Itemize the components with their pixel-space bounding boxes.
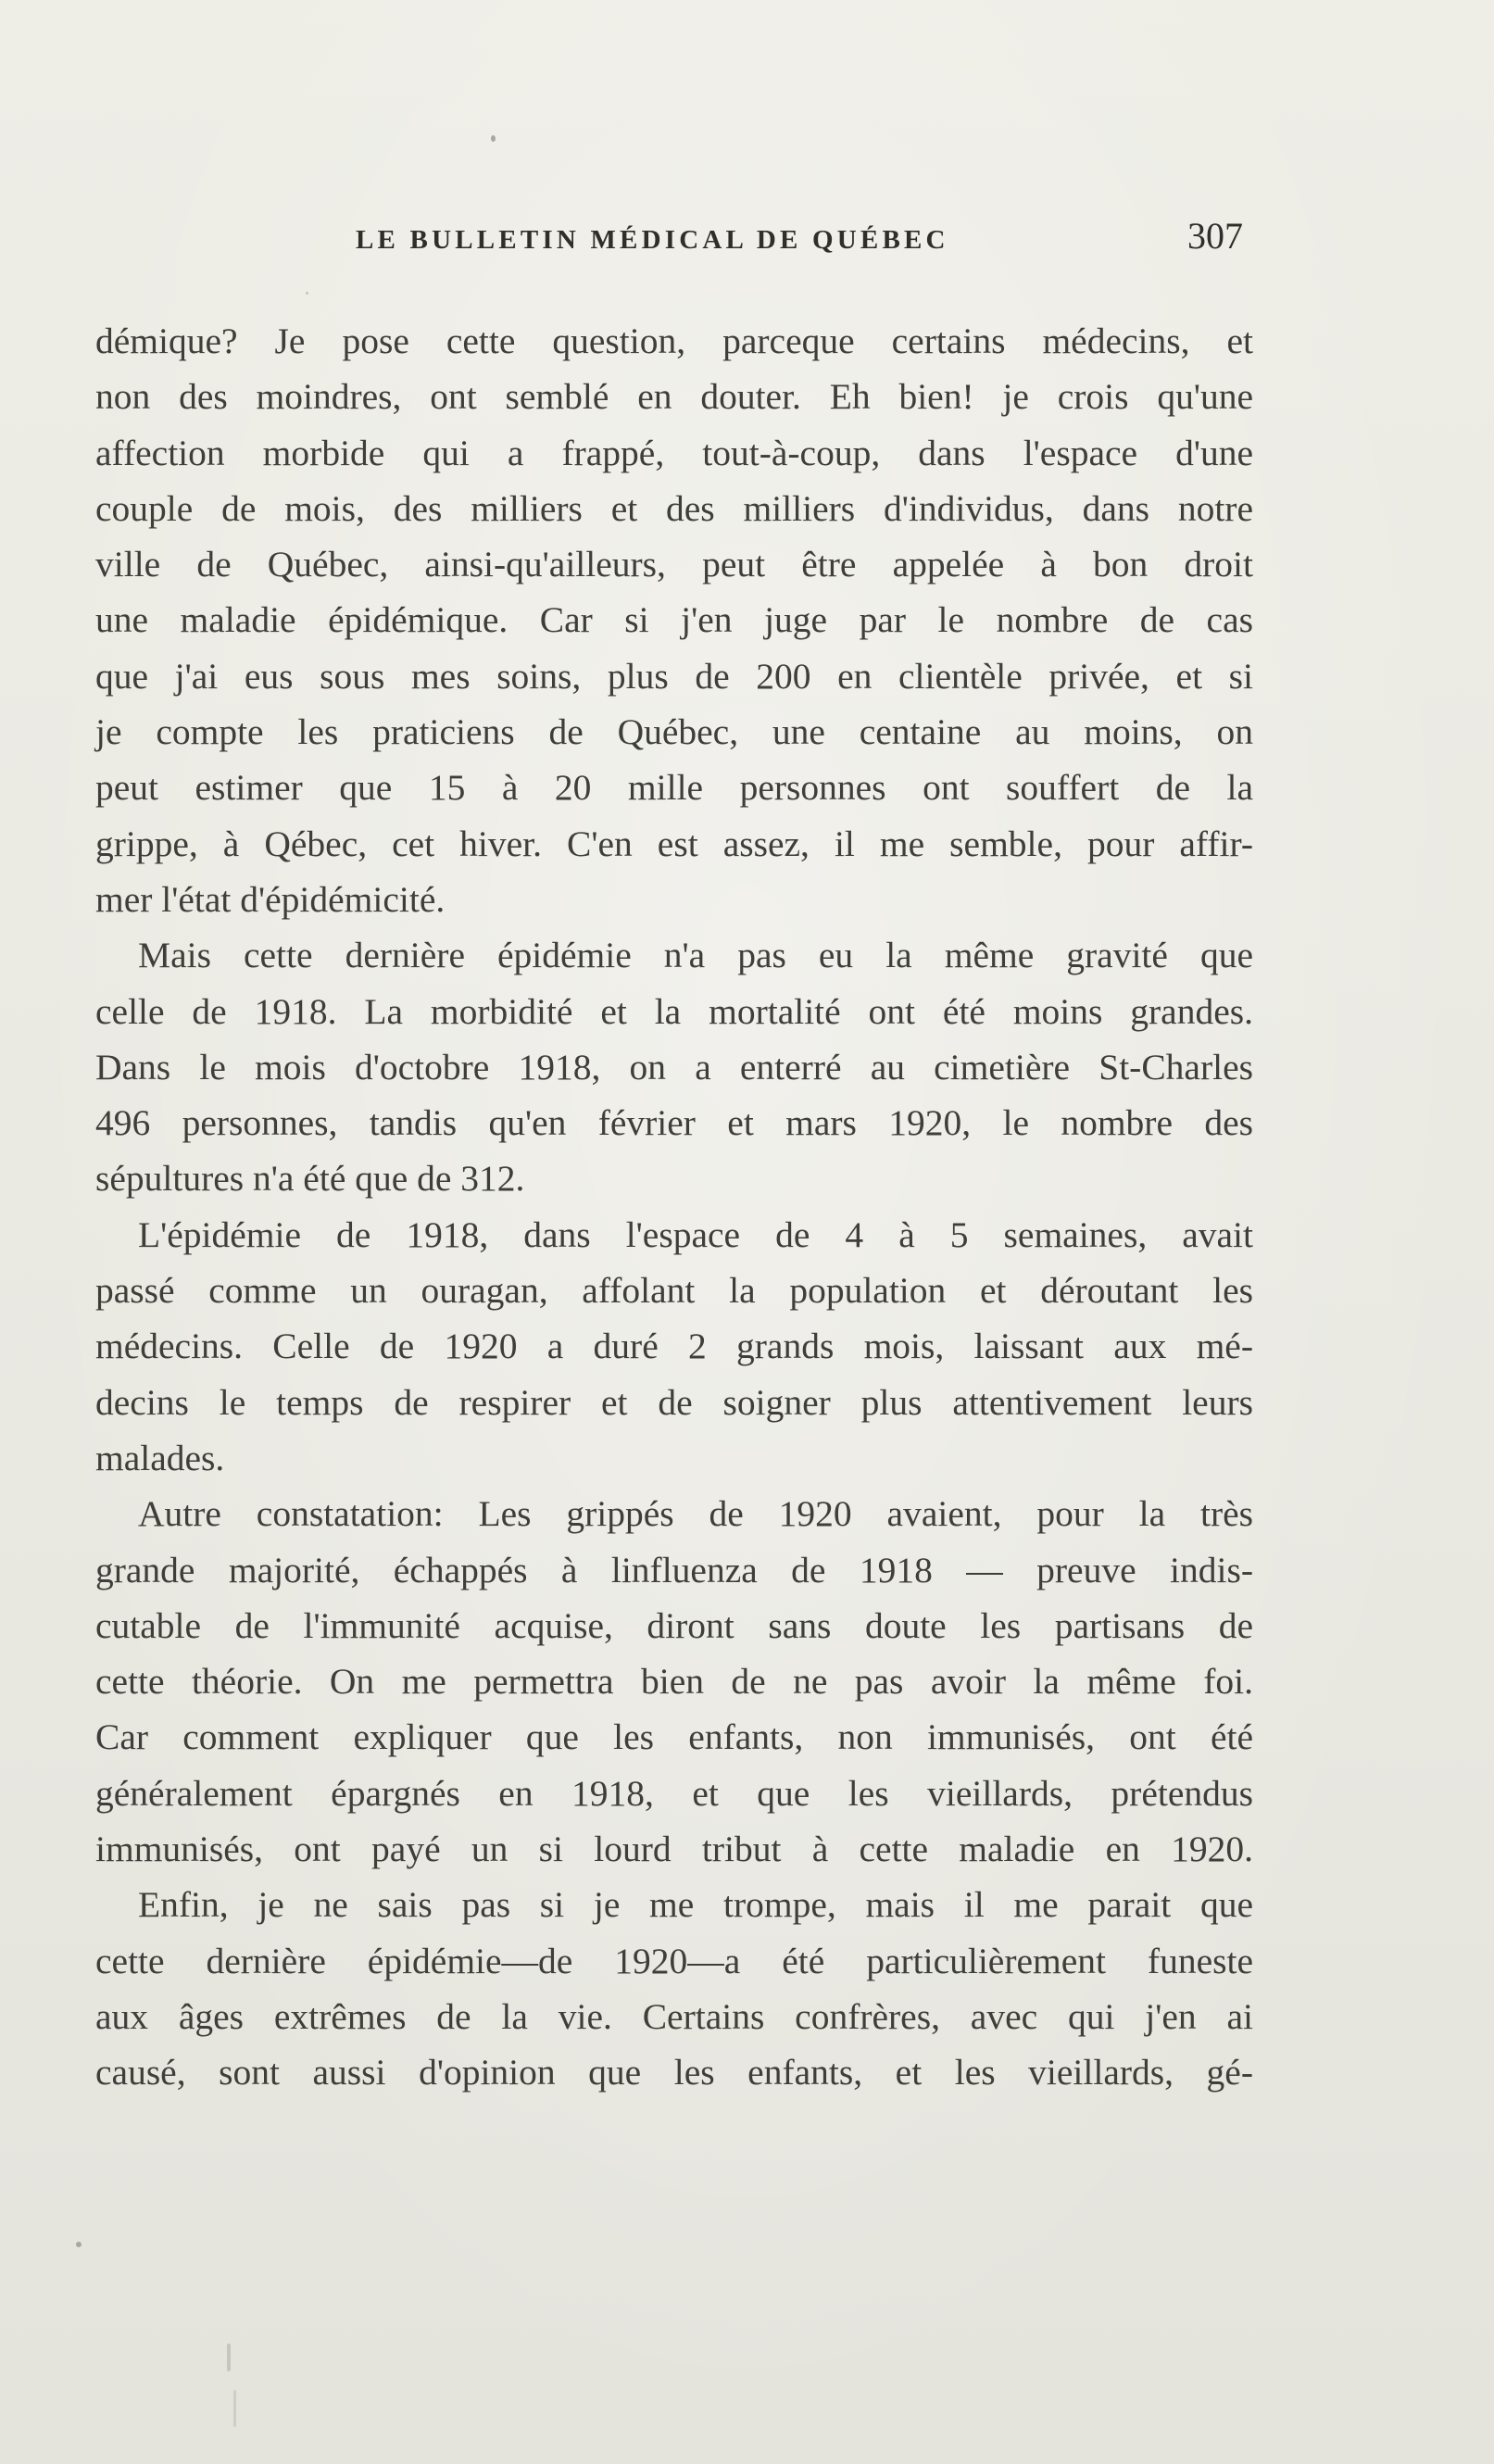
text-line: Autre constatation: Les grippés de 1920 avaient, pour la très — [138, 1493, 1253, 1535]
text-line: généralement épargnés en 1918, et que les vieillards, prétendus — [95, 1772, 1253, 1814]
text-line: démique? Je pose cette question, parceque certains médecins, et — [95, 321, 1253, 361]
text-line: decins le temps de respirer et de soigner plus attentivement leurs — [95, 1381, 1253, 1423]
text-line: affection morbide qui a frappé, tout-à-coup, dans l'espace d'une — [95, 432, 1253, 473]
text-line: causé, sont aussi d'opinion que les enfants, et les vieillards, gé- — [95, 2052, 1253, 2093]
text-line: L'épidémie de 1918, dans l'espace de 4 à 5 semaines, avait — [138, 1213, 1253, 1255]
page-number: 307 — [1187, 215, 1243, 257]
text-line: immunisés, ont payé un si lourd tribut à cette maladie en 1920. — [95, 1829, 1253, 1870]
text-line: celle de 1918. La morbidité et la mortalité ont été moins grandes. — [95, 990, 1253, 1032]
paper-speck — [76, 2242, 82, 2247]
text-line: Car comment expliquer que les enfants, non immunisés, ont été — [95, 1716, 1253, 1758]
text-line: couple de mois, des milliers et des milliers d'individus, dans notre — [95, 487, 1253, 529]
text-line: cette théorie. On me permettra bien de ne pas avoir la même foi. — [95, 1661, 1253, 1703]
text-line: médecins. Celle de 1920 a duré 2 grands mois, laissant aux mé- — [95, 1326, 1253, 1367]
text-line: grande majorité, échappés à linfluenza de 1918 — preuve indis- — [95, 1549, 1253, 1590]
text-line: mer l'état d'épidémicité. — [95, 878, 446, 920]
paper-speck — [306, 292, 308, 295]
text-line: 496 personnes, tandis qu'en février et mars 1920, le nombre des — [95, 1102, 1253, 1144]
text-line: malades. — [95, 1437, 225, 1478]
text-line: passé comme un ouragan, affolant la population et déroutant les — [95, 1270, 1253, 1312]
text-line: aux âges extrêmes de la vie. Certains confrères, avec qui j'en ai — [95, 1995, 1253, 2037]
body-text — [95, 313, 1253, 2101]
paper-speck — [227, 2344, 231, 2371]
text-line: sépultures n'a été que de 312. — [95, 1158, 525, 1200]
running-head: LE BULLETIN MÉDICAL DE QUÉBEC — [356, 225, 949, 255]
text-line: Dans le mois d'octobre 1918, on a enterré au cimetière St-Charles — [95, 1046, 1253, 1087]
text-line: ville de Québec, ainsi-qu'ailleurs, peut être appelée à bon droit — [95, 544, 1253, 585]
text-line: cette dernière épidémie—de 1920—a été particulièrement funeste — [95, 1940, 1253, 1981]
paper-speck — [491, 135, 496, 142]
text-line: que j'ai eus sous mes soins, plus de 200 en clientèle privée, et si — [95, 655, 1253, 697]
text-line: non des moindres, ont semblé en douter. Eh bien! je crois qu'une — [95, 376, 1253, 418]
text-line: Mais cette dernière épidémie n'a pas eu la même gravité que — [138, 935, 1253, 976]
text-line: une maladie épidémique. Car si j'en juge par le nombre de cas — [95, 599, 1253, 641]
text-line: je compte les praticiens de Québec, une centaine au moins, on — [95, 711, 1253, 753]
paper-speck — [233, 2390, 236, 2427]
text-line: grippe, à Qébec, cet hiver. C'en est assez, il me semble, pour affir- — [95, 823, 1253, 864]
text-line: peut estimer que 15 à 20 mille personnes ont souffert de la — [95, 767, 1253, 809]
text-line: cutable de l'immunité acquise, diront sans doute les partisans de — [95, 1604, 1253, 1646]
text-line: Enfin, je ne sais pas si je me trompe, mais il me parait que — [138, 1884, 1253, 1926]
